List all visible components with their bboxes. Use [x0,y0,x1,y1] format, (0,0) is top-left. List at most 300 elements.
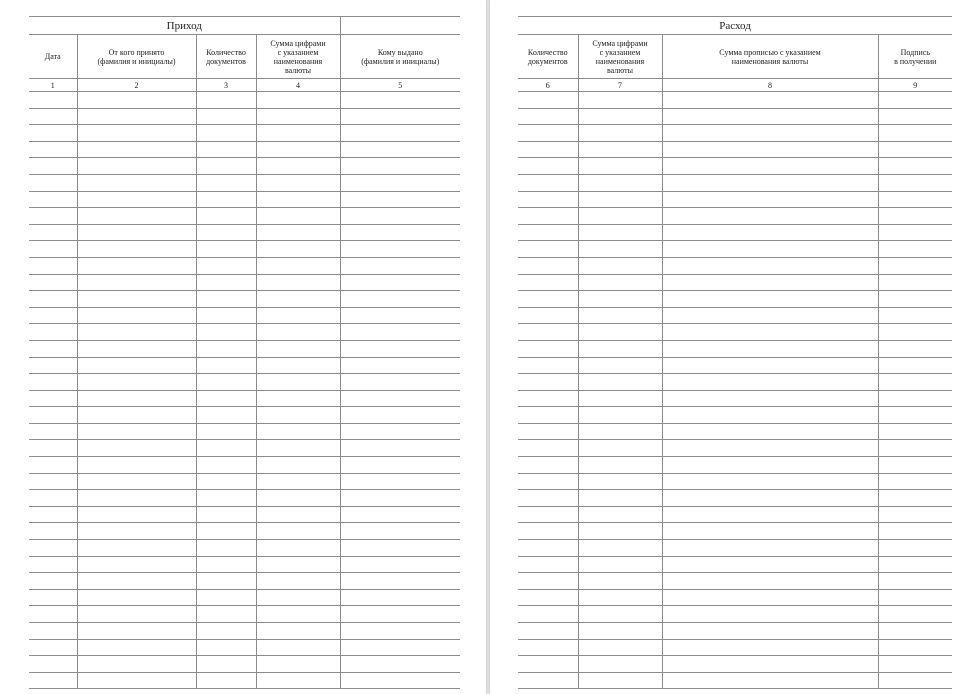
expense-entry-cell[interactable] [518,556,578,573]
income-entry-cell[interactable] [29,423,77,440]
income-entry-cell[interactable] [29,208,77,225]
expense-entry-cell[interactable] [878,208,952,225]
expense-entry-cell[interactable] [878,656,952,673]
expense-entry-cell[interactable] [878,191,952,208]
income-entry-cell[interactable] [196,589,256,606]
income-entry-cell[interactable] [340,158,460,175]
income-entry-cell[interactable] [340,92,460,109]
expense-entry-cell[interactable] [578,623,662,640]
income-entry-cell[interactable] [77,473,196,490]
expense-entry-cell[interactable] [518,191,578,208]
income-entry-cell[interactable] [256,672,340,689]
expense-entry-cell[interactable] [662,407,878,424]
expense-entry-cell[interactable] [878,423,952,440]
expense-entry-cell[interactable] [578,141,662,158]
income-entry-cell[interactable] [29,573,77,590]
income-entry-cell[interactable] [256,191,340,208]
income-entry-cell[interactable] [77,324,196,341]
expense-entry-cell[interactable] [578,423,662,440]
expense-entry-cell[interactable] [518,208,578,225]
expense-entry-cell[interactable] [578,257,662,274]
expense-entry-cell[interactable] [518,257,578,274]
income-entry-cell[interactable] [256,556,340,573]
income-entry-cell[interactable] [256,490,340,507]
expense-entry-cell[interactable] [662,589,878,606]
expense-entry-cell[interactable] [662,523,878,540]
expense-entry-cell[interactable] [662,473,878,490]
income-entry-cell[interactable] [256,623,340,640]
expense-entry-cell[interactable] [578,307,662,324]
expense-entry-cell[interactable] [878,457,952,474]
expense-entry-cell[interactable] [878,241,952,258]
expense-entry-cell[interactable] [578,208,662,225]
income-entry-cell[interactable] [340,606,460,623]
expense-entry-cell[interactable] [578,324,662,341]
income-entry-cell[interactable] [256,108,340,125]
income-entry-cell[interactable] [340,108,460,125]
expense-entry-cell[interactable] [518,540,578,557]
expense-entry-cell[interactable] [578,274,662,291]
expense-entry-cell[interactable] [578,191,662,208]
expense-entry-cell[interactable] [878,523,952,540]
expense-entry-cell[interactable] [518,573,578,590]
income-entry-cell[interactable] [256,340,340,357]
income-entry-cell[interactable] [340,241,460,258]
income-entry-cell[interactable] [196,623,256,640]
income-entry-cell[interactable] [340,473,460,490]
income-entry-cell[interactable] [29,158,77,175]
income-entry-cell[interactable] [77,623,196,640]
income-entry-cell[interactable] [256,224,340,241]
expense-entry-cell[interactable] [578,291,662,308]
expense-entry-cell[interactable] [518,158,578,175]
income-entry-cell[interactable] [196,307,256,324]
income-entry-cell[interactable] [256,656,340,673]
income-entry-cell[interactable] [77,357,196,374]
expense-entry-cell[interactable] [662,108,878,125]
income-entry-cell[interactable] [196,639,256,656]
income-entry-cell[interactable] [196,523,256,540]
income-entry-cell[interactable] [29,656,77,673]
income-entry-cell[interactable] [196,357,256,374]
income-entry-cell[interactable] [256,457,340,474]
expense-entry-cell[interactable] [518,589,578,606]
income-entry-cell[interactable] [29,523,77,540]
income-entry-cell[interactable] [29,457,77,474]
expense-entry-cell[interactable] [878,407,952,424]
expense-entry-cell[interactable] [662,224,878,241]
income-entry-cell[interactable] [196,158,256,175]
income-entry-cell[interactable] [196,291,256,308]
income-entry-cell[interactable] [77,656,196,673]
expense-entry-cell[interactable] [518,457,578,474]
income-entry-cell[interactable] [256,639,340,656]
expense-entry-cell[interactable] [578,672,662,689]
expense-entry-cell[interactable] [518,623,578,640]
expense-entry-cell[interactable] [662,191,878,208]
income-entry-cell[interactable] [29,257,77,274]
income-entry-cell[interactable] [77,556,196,573]
income-entry-cell[interactable] [77,125,196,142]
expense-entry-cell[interactable] [662,573,878,590]
income-entry-cell[interactable] [196,473,256,490]
income-entry-cell[interactable] [340,257,460,274]
income-entry-cell[interactable] [77,92,196,109]
income-entry-cell[interactable] [196,506,256,523]
income-entry-cell[interactable] [29,340,77,357]
expense-entry-cell[interactable] [578,440,662,457]
expense-entry-cell[interactable] [578,589,662,606]
income-entry-cell[interactable] [256,141,340,158]
expense-entry-cell[interactable] [662,291,878,308]
income-entry-cell[interactable] [340,523,460,540]
income-entry-cell[interactable] [29,639,77,656]
income-entry-cell[interactable] [29,357,77,374]
expense-entry-cell[interactable] [878,158,952,175]
expense-entry-cell[interactable] [578,556,662,573]
expense-entry-cell[interactable] [578,407,662,424]
income-entry-cell[interactable] [340,423,460,440]
expense-entry-cell[interactable] [878,291,952,308]
expense-entry-cell[interactable] [878,374,952,391]
income-entry-cell[interactable] [340,274,460,291]
income-entry-cell[interactable] [256,158,340,175]
income-entry-cell[interactable] [29,224,77,241]
expense-entry-cell[interactable] [518,407,578,424]
expense-entry-cell[interactable] [662,340,878,357]
expense-entry-cell[interactable] [878,506,952,523]
expense-entry-cell[interactable] [518,141,578,158]
expense-entry-cell[interactable] [578,125,662,142]
income-entry-cell[interactable] [77,639,196,656]
expense-entry-cell[interactable] [662,556,878,573]
expense-entry-cell[interactable] [878,540,952,557]
expense-entry-cell[interactable] [662,274,878,291]
expense-entry-cell[interactable] [518,490,578,507]
expense-entry-cell[interactable] [878,573,952,590]
expense-entry-cell[interactable] [662,307,878,324]
expense-entry-cell[interactable] [578,606,662,623]
income-entry-cell[interactable] [256,523,340,540]
income-entry-cell[interactable] [77,158,196,175]
expense-entry-cell[interactable] [662,174,878,191]
expense-entry-cell[interactable] [662,357,878,374]
expense-entry-cell[interactable] [518,307,578,324]
income-entry-cell[interactable] [340,623,460,640]
income-entry-cell[interactable] [29,407,77,424]
income-entry-cell[interactable] [77,523,196,540]
income-entry-cell[interactable] [29,191,77,208]
income-entry-cell[interactable] [340,174,460,191]
expense-entry-cell[interactable] [578,174,662,191]
income-entry-cell[interactable] [196,573,256,590]
income-entry-cell[interactable] [196,274,256,291]
income-entry-cell[interactable] [77,291,196,308]
expense-entry-cell[interactable] [518,125,578,142]
income-entry-cell[interactable] [77,606,196,623]
expense-entry-cell[interactable] [578,639,662,656]
income-entry-cell[interactable] [256,174,340,191]
expense-entry-cell[interactable] [662,457,878,474]
income-entry-cell[interactable] [196,390,256,407]
expense-entry-cell[interactable] [662,540,878,557]
income-entry-cell[interactable] [256,589,340,606]
expense-entry-cell[interactable] [878,324,952,341]
income-entry-cell[interactable] [29,324,77,341]
income-entry-cell[interactable] [196,606,256,623]
expense-entry-cell[interactable] [578,357,662,374]
expense-entry-cell[interactable] [578,224,662,241]
income-entry-cell[interactable] [29,390,77,407]
expense-entry-cell[interactable] [518,473,578,490]
income-entry-cell[interactable] [29,92,77,109]
income-entry-cell[interactable] [29,490,77,507]
expense-entry-cell[interactable] [662,257,878,274]
expense-entry-cell[interactable] [662,324,878,341]
expense-entry-cell[interactable] [578,573,662,590]
income-entry-cell[interactable] [77,257,196,274]
income-entry-cell[interactable] [29,606,77,623]
expense-entry-cell[interactable] [878,174,952,191]
expense-entry-cell[interactable] [518,523,578,540]
income-entry-cell[interactable] [196,440,256,457]
income-entry-cell[interactable] [340,340,460,357]
expense-entry-cell[interactable] [662,623,878,640]
expense-entry-cell[interactable] [518,108,578,125]
income-entry-cell[interactable] [340,573,460,590]
income-entry-cell[interactable] [196,540,256,557]
income-entry-cell[interactable] [77,174,196,191]
expense-entry-cell[interactable] [518,357,578,374]
expense-entry-cell[interactable] [578,523,662,540]
income-entry-cell[interactable] [196,208,256,225]
expense-entry-cell[interactable] [662,374,878,391]
income-entry-cell[interactable] [77,407,196,424]
income-entry-cell[interactable] [196,241,256,258]
income-entry-cell[interactable] [77,423,196,440]
income-entry-cell[interactable] [340,291,460,308]
expense-entry-cell[interactable] [662,390,878,407]
income-entry-cell[interactable] [77,307,196,324]
income-entry-cell[interactable] [256,423,340,440]
expense-entry-cell[interactable] [878,440,952,457]
expense-entry-cell[interactable] [878,125,952,142]
income-entry-cell[interactable] [340,307,460,324]
income-entry-cell[interactable] [77,457,196,474]
expense-entry-cell[interactable] [878,92,952,109]
income-entry-cell[interactable] [340,656,460,673]
expense-entry-cell[interactable] [518,390,578,407]
income-entry-cell[interactable] [77,540,196,557]
expense-entry-cell[interactable] [878,224,952,241]
income-entry-cell[interactable] [196,656,256,673]
expense-entry-cell[interactable] [662,440,878,457]
expense-entry-cell[interactable] [518,224,578,241]
expense-entry-cell[interactable] [518,92,578,109]
income-entry-cell[interactable] [29,374,77,391]
expense-entry-cell[interactable] [578,506,662,523]
income-entry-cell[interactable] [340,374,460,391]
expense-entry-cell[interactable] [518,656,578,673]
income-entry-cell[interactable] [29,241,77,258]
expense-entry-cell[interactable] [662,141,878,158]
income-entry-cell[interactable] [256,374,340,391]
income-entry-cell[interactable] [77,672,196,689]
expense-entry-cell[interactable] [662,125,878,142]
expense-entry-cell[interactable] [578,158,662,175]
expense-entry-cell[interactable] [578,241,662,258]
income-entry-cell[interactable] [29,540,77,557]
expense-entry-cell[interactable] [878,274,952,291]
income-entry-cell[interactable] [77,506,196,523]
income-entry-cell[interactable] [340,506,460,523]
income-entry-cell[interactable] [77,440,196,457]
income-entry-cell[interactable] [340,324,460,341]
income-entry-cell[interactable] [77,340,196,357]
expense-entry-cell[interactable] [878,357,952,374]
income-entry-cell[interactable] [29,623,77,640]
income-entry-cell[interactable] [77,108,196,125]
expense-entry-cell[interactable] [878,589,952,606]
income-entry-cell[interactable] [256,540,340,557]
income-entry-cell[interactable] [256,407,340,424]
income-entry-cell[interactable] [256,125,340,142]
income-entry-cell[interactable] [256,241,340,258]
income-entry-cell[interactable] [256,257,340,274]
income-entry-cell[interactable] [29,108,77,125]
income-entry-cell[interactable] [256,208,340,225]
expense-entry-cell[interactable] [578,340,662,357]
income-entry-cell[interactable] [196,257,256,274]
income-entry-cell[interactable] [196,407,256,424]
income-entry-cell[interactable] [196,423,256,440]
income-entry-cell[interactable] [29,274,77,291]
income-entry-cell[interactable] [77,274,196,291]
income-entry-cell[interactable] [256,92,340,109]
income-entry-cell[interactable] [340,540,460,557]
income-entry-cell[interactable] [340,672,460,689]
expense-entry-cell[interactable] [878,639,952,656]
income-entry-cell[interactable] [256,506,340,523]
expense-entry-cell[interactable] [878,556,952,573]
expense-entry-cell[interactable] [578,540,662,557]
income-entry-cell[interactable] [29,556,77,573]
income-entry-cell[interactable] [340,639,460,656]
income-entry-cell[interactable] [29,141,77,158]
expense-entry-cell[interactable] [878,672,952,689]
income-entry-cell[interactable] [29,174,77,191]
income-entry-cell[interactable] [256,324,340,341]
expense-entry-cell[interactable] [518,274,578,291]
expense-entry-cell[interactable] [662,241,878,258]
income-entry-cell[interactable] [196,324,256,341]
expense-entry-cell[interactable] [518,606,578,623]
income-entry-cell[interactable] [77,141,196,158]
expense-entry-cell[interactable] [878,606,952,623]
expense-entry-cell[interactable] [662,606,878,623]
income-entry-cell[interactable] [256,390,340,407]
income-entry-cell[interactable] [29,307,77,324]
expense-entry-cell[interactable] [878,490,952,507]
income-entry-cell[interactable] [256,606,340,623]
expense-entry-cell[interactable] [878,307,952,324]
expense-entry-cell[interactable] [662,92,878,109]
income-entry-cell[interactable] [196,457,256,474]
income-entry-cell[interactable] [196,224,256,241]
income-entry-cell[interactable] [196,108,256,125]
income-entry-cell[interactable] [340,457,460,474]
expense-entry-cell[interactable] [662,639,878,656]
income-entry-cell[interactable] [256,274,340,291]
income-entry-cell[interactable] [77,490,196,507]
expense-entry-cell[interactable] [878,623,952,640]
income-entry-cell[interactable] [77,191,196,208]
income-entry-cell[interactable] [340,208,460,225]
expense-entry-cell[interactable] [578,92,662,109]
expense-entry-cell[interactable] [578,390,662,407]
expense-entry-cell[interactable] [518,639,578,656]
income-entry-cell[interactable] [340,125,460,142]
income-entry-cell[interactable] [256,440,340,457]
income-entry-cell[interactable] [29,473,77,490]
income-entry-cell[interactable] [77,241,196,258]
income-entry-cell[interactable] [256,291,340,308]
expense-entry-cell[interactable] [878,108,952,125]
income-entry-cell[interactable] [340,589,460,606]
expense-entry-cell[interactable] [578,374,662,391]
income-entry-cell[interactable] [196,174,256,191]
income-entry-cell[interactable] [196,556,256,573]
income-entry-cell[interactable] [340,390,460,407]
income-entry-cell[interactable] [340,556,460,573]
income-entry-cell[interactable] [29,672,77,689]
income-entry-cell[interactable] [29,506,77,523]
income-entry-cell[interactable] [29,291,77,308]
expense-entry-cell[interactable] [662,158,878,175]
income-entry-cell[interactable] [196,490,256,507]
income-entry-cell[interactable] [340,141,460,158]
expense-entry-cell[interactable] [662,672,878,689]
income-entry-cell[interactable] [196,672,256,689]
expense-entry-cell[interactable] [578,490,662,507]
expense-entry-cell[interactable] [518,423,578,440]
income-entry-cell[interactable] [256,573,340,590]
expense-entry-cell[interactable] [518,672,578,689]
expense-entry-cell[interactable] [662,208,878,225]
income-entry-cell[interactable] [256,473,340,490]
income-entry-cell[interactable] [196,125,256,142]
expense-entry-cell[interactable] [662,423,878,440]
expense-entry-cell[interactable] [878,257,952,274]
expense-entry-cell[interactable] [518,174,578,191]
expense-entry-cell[interactable] [518,440,578,457]
expense-entry-cell[interactable] [578,656,662,673]
income-entry-cell[interactable] [196,191,256,208]
income-entry-cell[interactable] [29,589,77,606]
expense-entry-cell[interactable] [578,457,662,474]
expense-entry-cell[interactable] [878,340,952,357]
expense-entry-cell[interactable] [878,390,952,407]
income-entry-cell[interactable] [77,390,196,407]
income-entry-cell[interactable] [340,357,460,374]
income-entry-cell[interactable] [340,407,460,424]
income-entry-cell[interactable] [340,490,460,507]
expense-entry-cell[interactable] [518,506,578,523]
expense-entry-cell[interactable] [518,340,578,357]
income-entry-cell[interactable] [196,141,256,158]
income-entry-cell[interactable] [340,191,460,208]
income-entry-cell[interactable] [196,340,256,357]
